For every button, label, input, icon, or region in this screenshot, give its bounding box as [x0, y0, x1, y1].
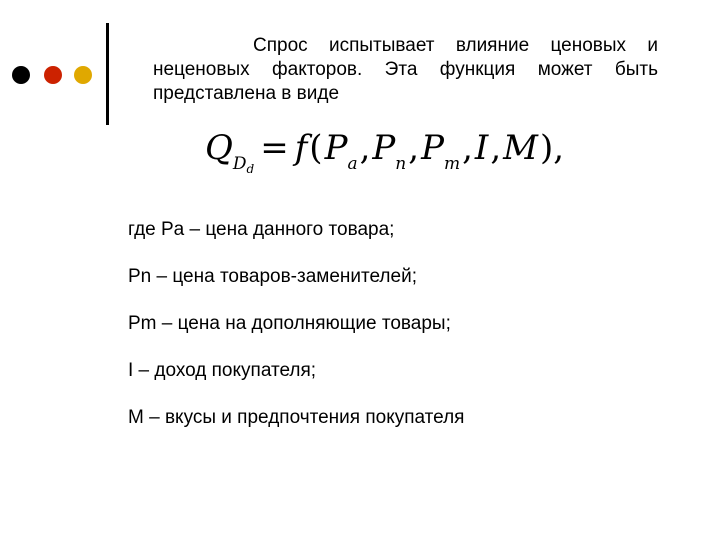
decorative-dot-red [44, 66, 62, 84]
formula-close-paren: ), [539, 128, 565, 168]
intro-paragraph: Спрос испытывает влияние ценовых и неценовых факторов. Эта функция может быть представлена в виде [153, 35, 658, 104]
vertical-divider [106, 23, 109, 125]
formula-lhs: Q [205, 128, 233, 168]
decorative-dot-black [12, 66, 30, 84]
decorative-dot-yellow [74, 66, 92, 84]
formula-m: M [503, 128, 538, 168]
definition-i: I – доход покупателя; [128, 360, 317, 381]
formula-function: f [294, 128, 308, 168]
formula-lhs-sub: $D_d$ [232, 154, 255, 176]
formula-pn-sub: n [395, 154, 407, 174]
formula-sep: , [462, 128, 473, 168]
definition-pm: Pm – цена на дополняющие товары; [128, 313, 451, 334]
formula-sep: , [408, 128, 420, 168]
formula-i: I [474, 128, 489, 168]
demand-function-formula [205, 128, 565, 188]
formula-pn: P [372, 128, 396, 168]
formula-pm-sub: m [443, 154, 461, 174]
formula-open-paren: ( [309, 128, 323, 168]
formula-equals: = [260, 128, 289, 168]
formula-sep: , [490, 128, 502, 168]
formula-pa-sub: a [347, 154, 358, 174]
formula-pm: P [421, 128, 444, 168]
definition-pa: где Pa – цена данного товара; [128, 219, 395, 240]
definitions-list [128, 216, 688, 451]
formula-sep: , [359, 128, 371, 168]
formula-pa: P [324, 128, 348, 168]
definition-m: M – вкусы и предпочтения покупателя [128, 407, 465, 428]
definition-pn: Pn – цена товаров-заменителей; [128, 266, 417, 287]
